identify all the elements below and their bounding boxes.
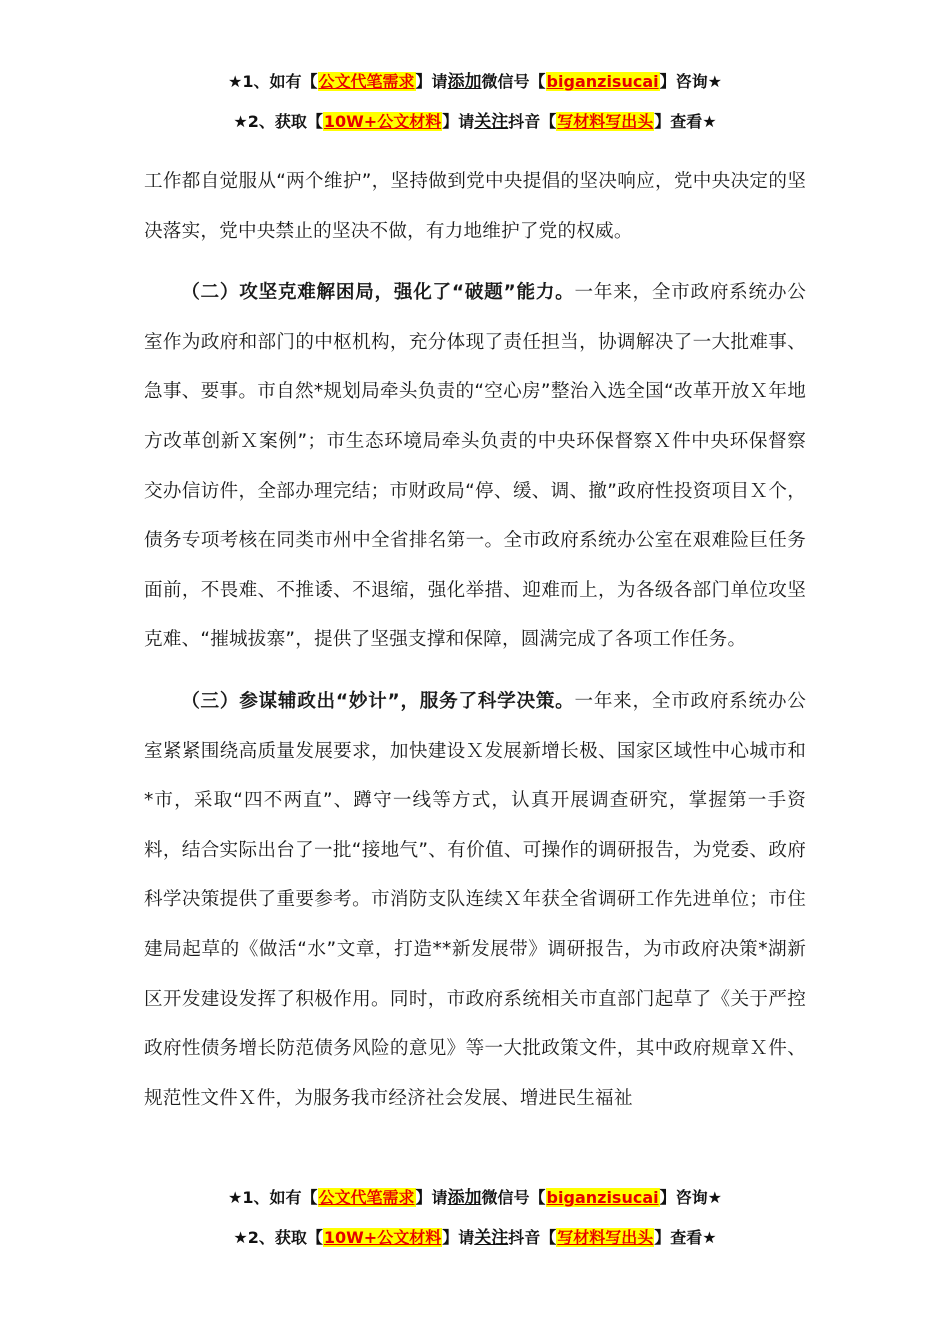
banner-text: 】请 <box>442 1228 475 1247</box>
follow-label: 关注 <box>474 1228 509 1248</box>
wechat-id: biganzisucai <box>546 72 659 91</box>
wechat-id: biganzisucai <box>546 1188 659 1207</box>
banner-text: 抖音【 <box>508 112 557 131</box>
paragraph-section-2 <box>144 268 806 665</box>
banner-text: 】请 <box>415 1188 448 1207</box>
banner-prefix: ★1、如有【 <box>228 72 318 91</box>
service-highlight: 公文代笔需求 <box>318 72 415 91</box>
bottom-banner-line-2 <box>0 1226 950 1250</box>
bottom-banner-line-1 <box>0 1186 950 1210</box>
banner-text: 微信号【 <box>481 1188 546 1207</box>
banner-text: 】请 <box>442 112 475 131</box>
materials-highlight: 10W+公文材料 <box>323 112 442 131</box>
follow-label: 关注 <box>474 112 509 132</box>
douyin-account: 写材料写出头 <box>557 112 654 131</box>
service-highlight: 公文代笔需求 <box>318 1188 415 1207</box>
banner-suffix: 】咨询★ <box>659 1188 722 1207</box>
materials-highlight: 10W+公文材料 <box>323 1228 442 1247</box>
paragraph-continuation: 工作都自觉服从“两个维护”，坚持做到党中央提倡的坚决响应，党中央决定的坚决落实，党中央禁止的坚决不做，有力地维护了党的权威。 <box>144 171 806 242</box>
banner-text: 】请 <box>415 72 448 91</box>
banner-suffix: 】咨询★ <box>659 72 722 91</box>
banner-suffix: 】查看★ <box>654 1228 717 1247</box>
top-banner-line-2 <box>0 110 950 134</box>
add-label: 添加 <box>447 72 482 92</box>
banner-prefix: ★2、获取【 <box>233 112 323 131</box>
add-label: 添加 <box>447 1188 482 1208</box>
banner-suffix: 】查看★ <box>654 112 717 131</box>
banner-text: 微信号【 <box>481 72 546 91</box>
section-3-heading: （三）参谋辅政出“妙计”，服务了科学决策。 <box>181 690 575 712</box>
top-banner-line-1 <box>0 70 950 94</box>
douyin-account: 写材料写出头 <box>557 1228 654 1247</box>
document-body <box>144 157 806 1123</box>
banner-prefix: ★2、获取【 <box>233 1228 323 1247</box>
section-3-text: 一年来，全市政府系统办公室紧紧围绕高质量发展要求，加快建设Ｘ发展新增长极、国家区域性中心城市和*市，采取“四不两直”、蹲守一线等方式，认真开展调查研究，掌握第一手资料，结合实际出台了一批“接地气”、有价值、可操作的调研报告，为党委、政府科学决策提供了重要参考。市消防支队连续Ｘ年获全省调研工作先进单位；市住建局起草的《做活“水”文章，打造**新发展带》调研报告，为市政府决策*湖新区开发建设发挥了积极作用。同时，市政府系统相关市直部门起草了《关于严控政府性债务增长防范债务风险的意见》等一大批政策文件，其中政府规章Ｘ件、规范性文件Ｘ件，为服务我市经济社会发展、增进民生福祉 <box>144 690 806 1109</box>
banner-text: 抖音【 <box>508 1228 557 1247</box>
section-2-text: 一年来，全市政府系统办公室作为政府和部门的中枢机构，充分体现了责任担当，协调解决了一大批难事、急事、要事。市自然*规划局牵头负责的“空心房”整治入选全国“改革开放Ｘ年地方改革创新Ｘ案例”；市生态环境局牵头负责的中央环保督察Ｘ件中央环保督察交办信访件，全部办理完结；市财政局“停、缓、调、撤”政府性投资项目Ｘ个，债务专项考核在同类市州中全省排名第一。全市政府系统办公室在艰难险巨任务面前，不畏难、不推诿、不退缩，强化举措、迎难而上，为各级各部门单位攻坚克难、“摧城拔寨”，提供了坚强支撑和保障，圆满完成了各项工作任务。 <box>144 282 806 651</box>
section-2-heading: （二）攻坚克难解困局，强化了“破题”能力。 <box>181 282 575 304</box>
paragraph-section-3 <box>144 677 806 1123</box>
banner-prefix: ★1、如有【 <box>228 1188 318 1207</box>
